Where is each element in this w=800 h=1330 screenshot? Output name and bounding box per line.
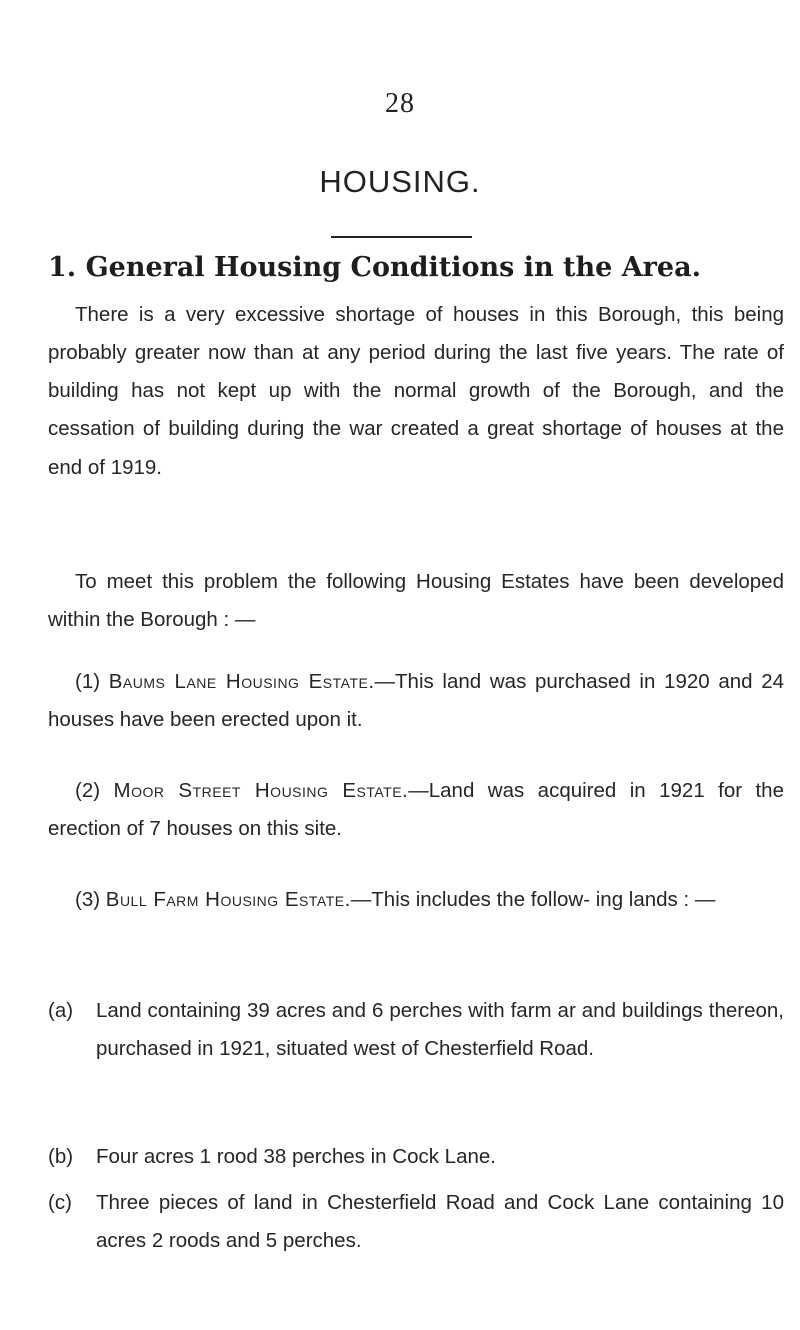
land-item-a bbox=[48, 992, 784, 1069]
land-marker: (a) bbox=[48, 999, 74, 1022]
land-item-c bbox=[48, 1184, 784, 1261]
paragraph-estates-intro: To meet this problem the following Housing Estates have been developed within the Borough : — bbox=[48, 569, 784, 631]
estate-item-baums-lane bbox=[48, 663, 784, 740]
land-marker: (b) bbox=[48, 1145, 74, 1168]
estate-marker: (2) bbox=[75, 779, 101, 802]
estate-description: —This includes the follow- ing lands : — bbox=[350, 888, 716, 911]
page-number: 28 bbox=[385, 88, 415, 119]
land-item-b bbox=[48, 1138, 784, 1176]
estate-description: —Land was acquired in 1921 for the erection of 7 houses on this site. bbox=[48, 779, 784, 841]
land-marker: (c) bbox=[48, 1191, 72, 1214]
estate-name: Bull Farm Housing Estate. bbox=[105, 888, 351, 911]
paragraph-housing-shortage: There is a very excessive shortage of houses in this Borough, this being probably greater now than at any period during the last five years. The rate of building has not kept up with the normal growth of the Borough, and the cessation of building during the war created a great shortage of houses at the end of 1919. bbox=[48, 302, 784, 479]
land-description: Land containing 39 acres and 6 perches with farm ar and buildings thereon, purchased in 1921, situated west of Chesterfield Road. bbox=[96, 999, 784, 1061]
title-divider bbox=[331, 236, 472, 238]
page-title: HOUSING. bbox=[319, 164, 481, 199]
section-heading: 1. General Housing Conditions in the Area. bbox=[48, 252, 701, 283]
estate-name: Baums Lane Housing Estate. bbox=[108, 670, 375, 693]
estate-marker: (3) bbox=[75, 888, 101, 911]
estate-item-moor-street bbox=[48, 772, 784, 849]
estate-marker: (1) bbox=[75, 670, 101, 693]
estate-description: —This land was purchased in 1920 and 24 houses have been erected upon it. bbox=[48, 670, 785, 732]
land-description: Three pieces of land in Chesterfield Road and Cock Lane containing 10 acres 2 roods and 5 perches. bbox=[96, 1191, 784, 1253]
estate-name: Moor Street Housing Estate. bbox=[113, 779, 409, 802]
land-description: Four acres 1 rood 38 perches in Cock Lane. bbox=[96, 1145, 496, 1168]
estate-item-bull-farm bbox=[48, 881, 784, 919]
